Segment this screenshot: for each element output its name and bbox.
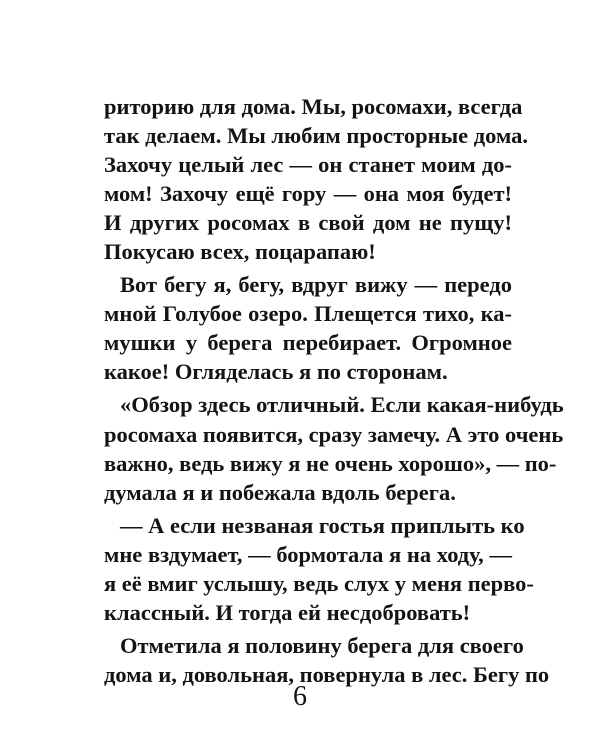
text-line: мушки у берега перебирает. Огромное [104,330,512,356]
body-text [104,92,564,689]
text-line: риторию для дома. Мы, росомахи, всегда [104,94,523,119]
text-line: И других росомах в свой дом не пущу! [104,210,512,236]
text-line: росомаха появится, сразу замечу. А это очень [104,421,564,447]
text-line: «Обзор здесь отличный. Если какая-нибудь [120,392,564,418]
text-line: важно, ведь вижу я не очень хорошо», — по- [104,450,557,476]
text-line: я её вмиг услышу, ведь слух у меня перво- [104,570,534,596]
text-line: Захочу целый лес — он станет моим до- [104,152,512,178]
text-line: Покусаю всех, поцарапаю! [104,239,376,265]
paragraph-3 [104,390,564,506]
text-line: мне вздумает, — бормотала я на ходу, — [104,541,512,567]
page-number: 6 [293,681,307,712]
text-line: Отметила я половину берега для своего [120,632,524,658]
paragraph-4 [104,511,534,627]
text-line: мной Голубое озеро. Плещется тихо, ка- [104,301,512,327]
text-line: дома и, довольная, повернула в лес. Бегу по [104,661,550,687]
text-line: думала я и побежала вдоль берега. [104,479,456,505]
text-line: так делаем. Мы любим просторные дома. [104,123,529,149]
text-line: — А если незваная гостья приплыть ко [120,512,525,538]
text-line: какое! Огляделась я по сторонам. [104,359,448,385]
text-line: мом! Захочу ещё гору — она моя будет! [104,181,512,207]
text-line: Вот бегу я, бегу, вдруг вижу — передо [120,272,512,298]
paragraph-1 [104,92,529,266]
text-line: классный. И тогда ей несдобровать! [104,599,471,625]
paragraph-2 [104,270,512,386]
